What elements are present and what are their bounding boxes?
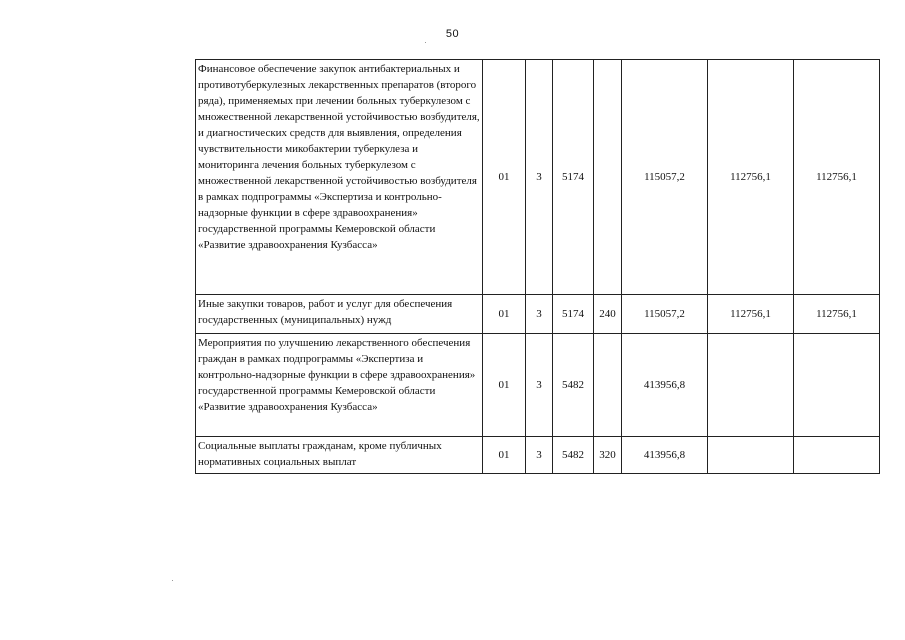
scan-speck (425, 42, 426, 43)
subsection-code: 3 (526, 295, 553, 334)
page-number: 50 (445, 28, 460, 40)
amount-year-2: 112756,1 (708, 295, 794, 334)
amount-year-2 (708, 334, 794, 437)
amount-year-1: 413956,8 (622, 437, 708, 474)
expense-type-code (594, 334, 622, 437)
section-code: 01 (483, 334, 526, 437)
row-description: Социальные выплаты гражданам, кроме публичных нормативных социальных выплат (196, 437, 483, 474)
table-row (196, 334, 880, 437)
row-description: Финансовое обеспечение закупок антибактериальных и противотуберкулезных лекарственных препаратов (второго ряда), применяемых при лечении больных туберкулезом с множественной лекарственной устойчивостью возбудителя, и диагностических средств для выявления, определения чувствительности микобактерии туберкулеза и мониторинга лечения больных туберкулезом с множественной лекарственной устойчивостью возбудителя в рамках подпрограммы «Экспертиза и контрольно-надзорные функции в сфере здравоохранения» государственной программы Кемеровской области «Развитие здравоохранения Кузбасса» (196, 60, 483, 295)
amount-year-3: 112756,1 (794, 295, 880, 334)
section-code: 01 (483, 295, 526, 334)
amount-year-2: 112756,1 (708, 60, 794, 295)
amount-year-1: 413956,8 (622, 334, 708, 437)
table-row (196, 295, 880, 334)
target-code: 5174 (553, 60, 594, 295)
amount-year-3 (794, 437, 880, 474)
amount-year-2 (708, 437, 794, 474)
scan-speck (172, 580, 173, 581)
table-row (196, 60, 880, 295)
amount-year-1: 115057,2 (622, 295, 708, 334)
row-description: Мероприятия по улучшению лекарственного обеспечения граждан в рамках подпрограммы «Экспертиза и контрольно-надзорные функции в сфере здравоохранения» государственной программы Кемеровской области «Развитие здравоохранения Кузбасса» (196, 334, 483, 437)
amount-year-3 (794, 334, 880, 437)
expense-type-code (594, 60, 622, 295)
amount-year-3: 112756,1 (794, 60, 880, 295)
subsection-code: 3 (526, 334, 553, 437)
target-code: 5174 (553, 295, 594, 334)
target-code: 5482 (553, 334, 594, 437)
target-code: 5482 (553, 437, 594, 474)
section-code: 01 (483, 60, 526, 295)
table-row (196, 437, 880, 474)
budget-table (195, 59, 880, 474)
amount-year-1: 115057,2 (622, 60, 708, 295)
subsection-code: 3 (526, 437, 553, 474)
expense-type-code: 240 (594, 295, 622, 334)
expense-type-code: 320 (594, 437, 622, 474)
subsection-code: 3 (526, 60, 553, 295)
row-description: Иные закупки товаров, работ и услуг для обеспечения государственных (муниципальных) нужд (196, 295, 483, 334)
section-code: 01 (483, 437, 526, 474)
